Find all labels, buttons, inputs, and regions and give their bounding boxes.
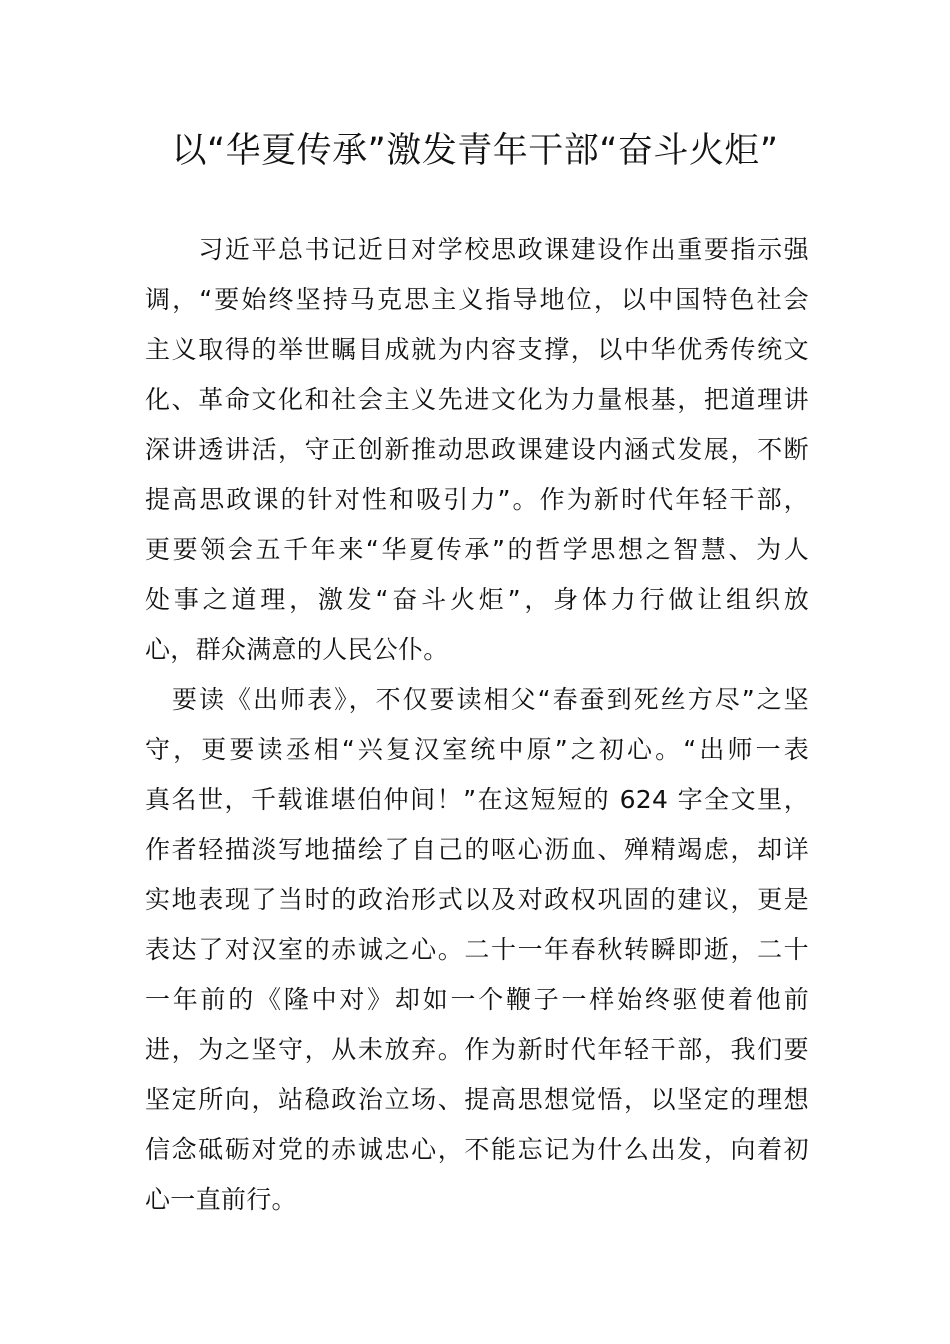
- paragraph-2-line-5: 实地表现了当时的政治形式以及对政权巩固的建议，更是: [145, 885, 809, 914]
- paragraph-2-line-2: 守，更要读丞相“兴复汉室统中原”之初心。“出师一表: [145, 735, 809, 764]
- paragraph-1-line-8: 处事之道理，激发“奋斗火炬”，身体力行做让组织放: [145, 585, 809, 614]
- paragraph-2-line-3: 真名世，千载谁堪伯仲间！”在这短短的 624 字全文里，: [145, 785, 809, 814]
- paragraph-1-line-2: 调，“要始终坚持马克思主义指导地位，以中国特色社会: [145, 285, 809, 314]
- paragraph-2-line-1: 要读《出师表》，不仅要读相父“春蚕到死丝方尽”之坚: [145, 685, 809, 714]
- paragraph-2-line-7: 一年前的《隆中对》却如一个鞭子一样始终驱使着他前: [145, 985, 809, 1014]
- paragraph-2-line-10: 信念砥砺对党的赤诚忠心，不能忘记为什么出发，向着初: [145, 1135, 809, 1164]
- paragraph-1-line-6: 提高思政课的针对性和吸引力”。作为新时代年轻干部，: [145, 485, 809, 514]
- paragraph-1-line-9: 心，群众满意的人民公仆。: [145, 635, 449, 664]
- paragraph-2-line-9: 坚定所向，站稳政治立场、提高思想觉悟，以坚定的理想: [145, 1085, 809, 1114]
- paragraph-1-line-3: 主义取得的举世瞩目成就为内容支撑，以中华优秀传统文: [145, 335, 809, 364]
- paragraph-2-line-4: 作者轻描淡写地描绘了自己的呕心沥血、殚精竭虑，却详: [145, 835, 809, 864]
- paragraph-2-line-6: 表达了对汉室的赤诚之心。二十一年春秋转瞬即逝，二十: [145, 935, 809, 964]
- paragraph-1-line-1: 习近平总书记近日对学校思政课建设作出重要指示强: [145, 235, 809, 264]
- paragraph-1-line-4: 化、革命文化和社会主义先进文化为力量根基，把道理讲: [145, 385, 809, 414]
- paragraph-2-line-8: 进，为之坚守，从未放弃。作为新时代年轻干部，我们要: [145, 1035, 809, 1064]
- document-title: 以“华夏传承”激发青年干部“奋斗火炬”: [171, 131, 779, 171]
- paragraph-2-line-11: 心一直前行。: [145, 1185, 297, 1214]
- paragraph-1-line-5: 深讲透讲活，守正创新推动思政课建设内涵式发展，不断: [145, 435, 809, 464]
- paragraph-1-line-7: 更要领会五千年来“华夏传承”的哲学思想之智慧、为人: [145, 535, 809, 564]
